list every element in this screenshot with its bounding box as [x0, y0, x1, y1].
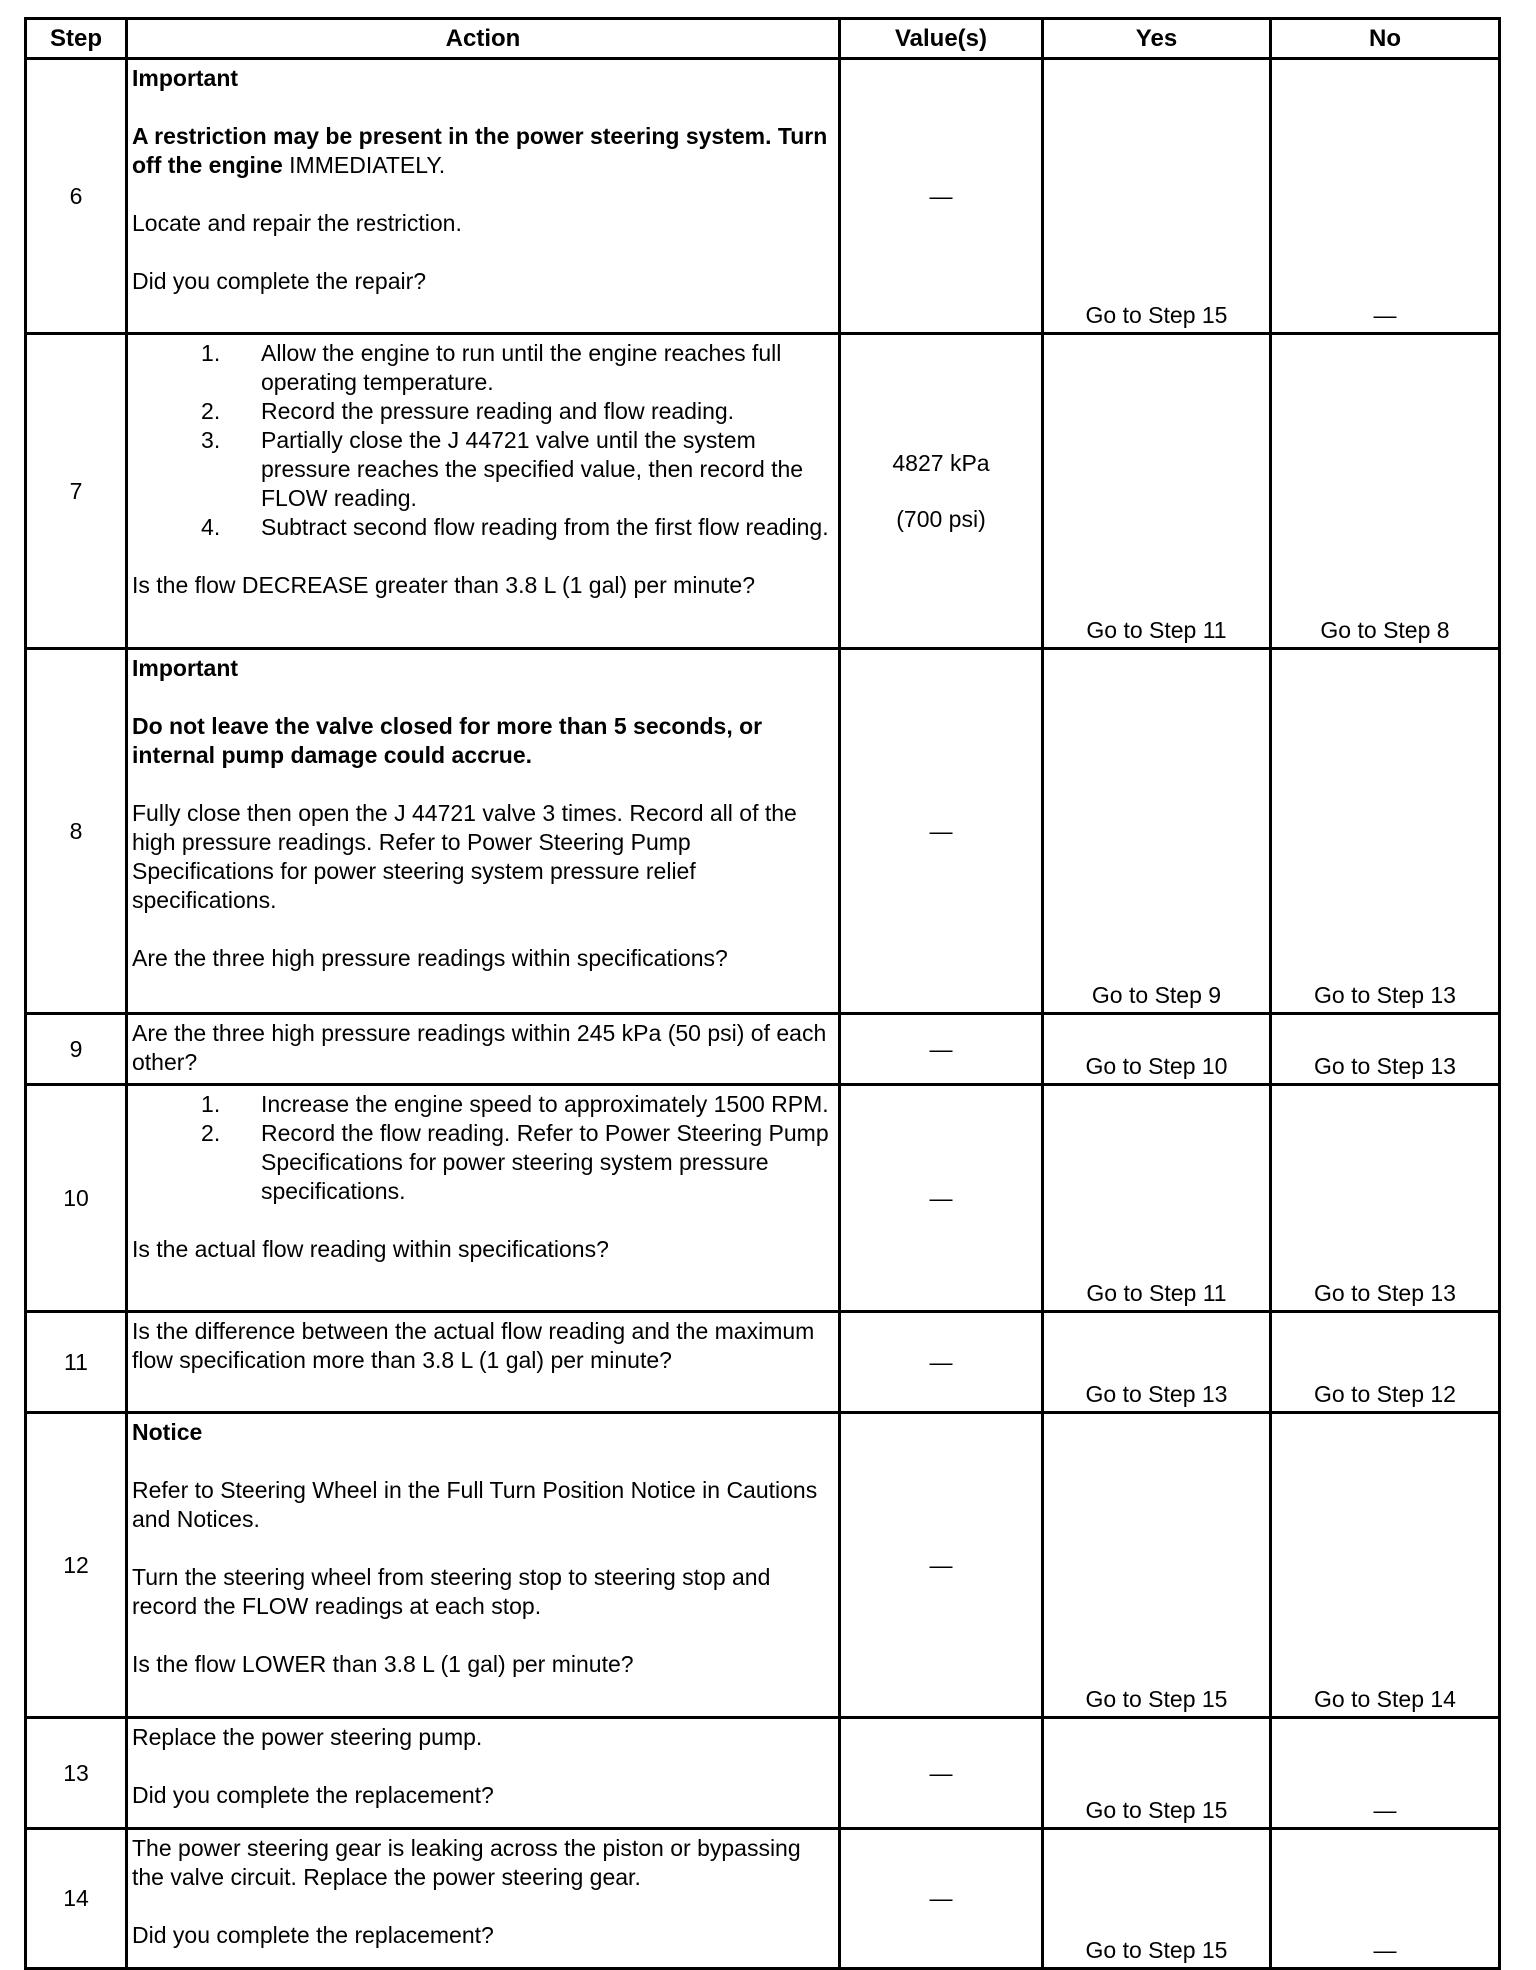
step-number: 9 — [26, 1014, 127, 1085]
yes-cell: Go to Step 9 — [1043, 649, 1271, 1014]
step-number: 7 — [26, 334, 127, 649]
table-row-step-14 — [26, 1829, 1500, 1969]
action-question: Is the flow DECREASE greater than 3.8 L (1 gal) per minute? — [132, 572, 756, 598]
value-cell: — — [840, 1014, 1043, 1085]
action-body: Refer to Steering Wheel in the Full Turn Position Notice in Cautions and Notices. — [132, 1477, 818, 1532]
header-row — [26, 19, 1500, 59]
notice-heading: Important — [132, 65, 239, 91]
no-cell: Go to Step 13 — [1271, 649, 1500, 1014]
action-cell — [127, 649, 840, 1014]
warning-text: Do not leave the valve closed for more than 5 seconds, or internal pump damage could accrue. — [132, 713, 763, 768]
action-cell — [127, 1413, 840, 1718]
warning-text: A restriction may be present in the power steering system. Turn off the engine IMMEDIATELY. — [132, 123, 828, 178]
action-cell — [127, 1085, 840, 1312]
yes-cell: Go to Step 11 — [1043, 1085, 1271, 1312]
notice-heading: Important — [132, 655, 239, 681]
action-cell — [127, 59, 840, 334]
value-psi: (700 psi) — [896, 505, 986, 532]
yes-cell: Go to Step 11 — [1043, 334, 1271, 649]
action-question: Are the three high pressure readings within specifications? — [132, 945, 728, 971]
action-body: Turn the steering wheel from steering stop to steering stop and record the FLOW readings at each stop. — [132, 1564, 771, 1619]
action-question: Did you complete the replacement? — [132, 1782, 494, 1808]
header-yes: Yes — [1043, 19, 1271, 59]
list-item: 2. Record the flow reading. Refer to Power Steering Pump Specifications for power steering system pressure specifications. — [233, 1119, 834, 1206]
action-list — [132, 1090, 834, 1206]
value-cell: — — [840, 1829, 1043, 1969]
step-number: 13 — [26, 1718, 127, 1829]
header-no: No — [1271, 19, 1500, 59]
yes-cell: Go to Step 15 — [1043, 1718, 1271, 1829]
list-item: 3. Partially close the J 44721 valve until the system pressure reaches the specified value, then record the FLOW reading. — [233, 426, 834, 513]
list-item: 1. Increase the engine speed to approximately 1500 RPM. — [233, 1090, 834, 1119]
action-cell — [127, 1014, 840, 1085]
action-body: The power steering gear is leaking across the piston or bypassing the valve circuit. Replace the power steering gear. — [132, 1835, 801, 1890]
notice-heading: Notice — [132, 1419, 203, 1445]
action-question: Did you complete the replacement? — [132, 1922, 494, 1948]
step-number: 14 — [26, 1829, 127, 1969]
yes-cell: Go to Step 13 — [1043, 1312, 1271, 1413]
action-question: Are the three high pressure readings within 245 kPa (50 psi) of each other? — [132, 1020, 827, 1075]
table-row-step-6 — [26, 59, 1500, 334]
step-number: 11 — [26, 1312, 127, 1413]
table-row-step-12 — [26, 1413, 1500, 1718]
step-number: 6 — [26, 59, 127, 334]
yes-cell: Go to Step 15 — [1043, 59, 1271, 334]
value-cell: — — [840, 59, 1043, 334]
action-body: Fully close then open the J 44721 valve 3 times. Record all of the high pressure readings. Refer to Power Steering Pump Specifications for power steering system pressure relief specifications. — [132, 800, 797, 913]
action-list — [132, 339, 834, 542]
action-question: Is the flow LOWER than 3.8 L (1 gal) per minute? — [132, 1651, 634, 1677]
table-row-step-10 — [26, 1085, 1500, 1312]
no-cell: — — [1271, 1718, 1500, 1829]
value-kpa: 4827 kPa — [892, 449, 990, 476]
action-body: Replace the power steering pump. — [132, 1724, 483, 1750]
yes-cell: Go to Step 15 — [1043, 1829, 1271, 1969]
action-cell — [127, 334, 840, 649]
no-cell: — — [1271, 1829, 1500, 1969]
table-row-step-9 — [26, 1014, 1500, 1085]
step-number: 8 — [26, 649, 127, 1014]
value-cell: — — [840, 649, 1043, 1014]
table-row-step-11 — [26, 1312, 1500, 1413]
action-cell — [127, 1312, 840, 1413]
no-cell: Go to Step 12 — [1271, 1312, 1500, 1413]
list-item: 1. Allow the engine to run until the engine reaches full operating temperature. — [233, 339, 834, 397]
value-cell — [840, 334, 1043, 649]
no-cell: Go to Step 13 — [1271, 1014, 1500, 1085]
yes-cell: Go to Step 10 — [1043, 1014, 1271, 1085]
action-body: Locate and repair the restriction. — [132, 210, 462, 236]
list-item: 4. Subtract second flow reading from the first flow reading. — [233, 513, 834, 542]
action-cell — [127, 1829, 840, 1969]
header-action: Action — [127, 19, 840, 59]
header-values: Value(s) — [840, 19, 1043, 59]
value-cell: — — [840, 1312, 1043, 1413]
table-row-step-13 — [26, 1718, 1500, 1829]
yes-cell: Go to Step 15 — [1043, 1413, 1271, 1718]
value-cell: — — [840, 1413, 1043, 1718]
header-step: Step — [26, 19, 127, 59]
action-cell — [127, 1718, 840, 1829]
action-question: Is the actual flow reading within specifications? — [132, 1236, 609, 1262]
list-item: 2. Record the pressure reading and flow reading. — [233, 397, 834, 426]
table-row-step-8 — [26, 649, 1500, 1014]
table-row-step-7 — [26, 334, 1500, 649]
no-cell: Go to Step 14 — [1271, 1413, 1500, 1718]
no-cell: Go to Step 8 — [1271, 334, 1500, 649]
step-number: 10 — [26, 1085, 127, 1312]
value-cell: — — [840, 1718, 1043, 1829]
action-question: Is the difference between the actual flow reading and the maximum flow specification more than 3.8 L (1 gal) per minute? — [132, 1318, 815, 1373]
diagnostic-table — [24, 17, 1501, 1970]
value-cell: — — [840, 1085, 1043, 1312]
no-cell: — — [1271, 59, 1500, 334]
step-number: 12 — [26, 1413, 127, 1718]
no-cell: Go to Step 13 — [1271, 1085, 1500, 1312]
action-question: Did you complete the repair? — [132, 268, 427, 294]
